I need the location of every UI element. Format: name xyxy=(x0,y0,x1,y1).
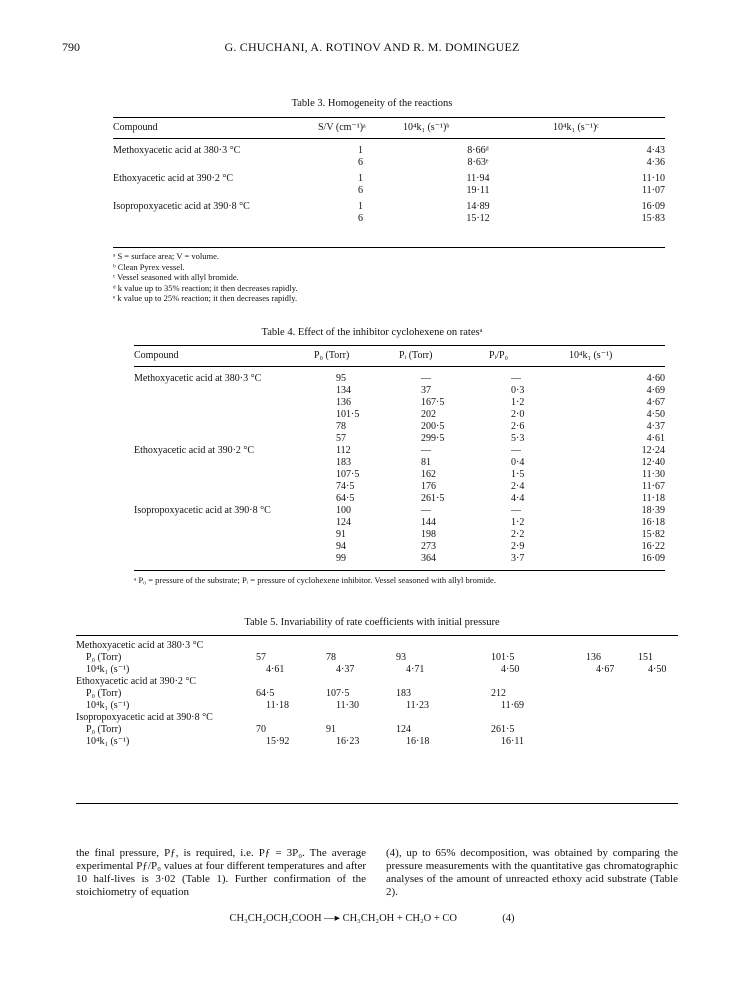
compound-cell xyxy=(134,481,314,493)
value-cell: 91 xyxy=(326,724,336,735)
pi-cell: 176 xyxy=(421,481,436,492)
p0-cell: 124 xyxy=(336,517,351,528)
compound-cell: Methoxyacetic acid at 380·3 °C xyxy=(76,640,204,651)
value-cell: 4·67 xyxy=(596,664,615,675)
table4-col-compound: Compound xyxy=(134,350,179,361)
ratio-cell: 3·7 xyxy=(511,553,525,564)
pi-cell: — xyxy=(421,505,431,516)
p0-cell: 101·5 xyxy=(336,409,360,420)
compound-cell: Ethoxyacetic acid at 390·2 °C xyxy=(134,445,255,456)
ratio-cell: 1·2 xyxy=(511,517,525,528)
compound-cell: Isopropoxyacetic acid at 390·8 °C xyxy=(134,505,271,516)
value-cell: 11·18 xyxy=(266,700,289,711)
page-number: 790 xyxy=(62,40,80,54)
value-cell: 4·50 xyxy=(648,664,667,675)
table3-col-sv: S/V (cm⁻¹)ᵃ xyxy=(318,122,366,133)
value-cell xyxy=(638,700,678,712)
pi-cell: 144 xyxy=(421,517,436,528)
kc-cell: 4·43 xyxy=(646,145,665,156)
table3-col-kb: 10⁴k₁ (s⁻¹)ᵇ xyxy=(403,122,450,133)
k-cell: 15·82 xyxy=(641,529,665,540)
compound-cell xyxy=(134,493,314,505)
kc-cell: 15·83 xyxy=(641,213,665,224)
compound-cell xyxy=(113,213,318,225)
pi-cell: 167·5 xyxy=(421,397,445,408)
k-cell: 4·37 xyxy=(646,421,665,432)
value-cell xyxy=(586,736,638,748)
p0-cell: 78 xyxy=(336,421,346,432)
table4-col-p0: P₀ (Torr) xyxy=(314,350,350,361)
p0-cell: 95 xyxy=(336,373,346,384)
pressure-row xyxy=(76,652,678,664)
running-header xyxy=(42,40,702,58)
compound-cell xyxy=(134,421,314,433)
body-left-column: the final pressure, Pƒ, is required, i.e. Pƒ = 3P₀. The average experimental Pƒ/P₀ values at four different temperatures and after 10 half-lives is 3·02 (Table 1). Further confirmation of the stoichiometry of equation xyxy=(76,847,366,898)
k-cell: 12·24 xyxy=(641,445,665,456)
table-row xyxy=(134,481,665,493)
table-row xyxy=(134,433,665,445)
table-row xyxy=(76,676,678,688)
value-cell: 4·71 xyxy=(406,664,425,675)
p0-cell: 136 xyxy=(336,397,351,408)
table4-col-k: 10⁴k₁ (s⁻¹) xyxy=(569,350,613,361)
k-cell: 16·22 xyxy=(641,541,665,552)
p0-cell: 99 xyxy=(336,553,346,564)
row-label: P₀ (Torr) xyxy=(86,688,122,699)
p0-cell: 100 xyxy=(336,505,351,516)
value-cell: 261·5 xyxy=(491,724,515,735)
value-cell xyxy=(638,736,678,748)
k-cell: 16·18 xyxy=(641,517,665,528)
row-label: P₀ (Torr) xyxy=(86,724,122,735)
value-cell xyxy=(586,688,638,700)
sv-cell: 1 xyxy=(358,173,363,184)
table4-footnote: ᵃ P₀ = pressure of the substrate; Pᵢ = pressure of cyclohexene inhibitor. Vessel seasoned with allyl bromide. xyxy=(134,575,496,585)
ratio-cell: — xyxy=(511,505,521,516)
table-row xyxy=(134,529,665,541)
table3-footnote: ᵈ k value up to 35% reaction; it then decreases rapidly. xyxy=(113,282,298,293)
value-cell: 4·61 xyxy=(266,664,285,675)
table5-top-rule xyxy=(76,635,678,636)
compound-cell xyxy=(134,457,314,469)
pi-cell: 261·5 xyxy=(421,493,445,504)
body-right-column: (4), up to 65% decomposition, was obtained by comparing the pressure measurements with the quantitative gas chromatographic analyses of the amount of unreacted ethoxy acid substrate (Table 2). xyxy=(386,847,678,898)
value-cell: 16·23 xyxy=(336,736,360,747)
pi-cell: 299·5 xyxy=(421,433,445,444)
kc-cell: 4·36 xyxy=(646,157,665,168)
kc-cell: 11·07 xyxy=(642,185,665,196)
value-cell: 4·50 xyxy=(501,664,520,675)
compound-cell xyxy=(134,397,314,409)
equation-text: CH₃CH₂OCH₂COOH —▸ CH₃CH₂OH + CH₂O + CO xyxy=(229,913,457,924)
p0-cell: 112 xyxy=(336,445,351,456)
kb-cell: 19·11 xyxy=(466,185,490,196)
table3-footnote: ᵃ S = surface area; V = volume. xyxy=(113,251,220,261)
compound-cell xyxy=(134,409,314,421)
table-row xyxy=(134,553,665,565)
pi-cell: — xyxy=(421,445,431,456)
table-row xyxy=(134,409,665,421)
sv-cell: 6 xyxy=(358,185,363,196)
pi-cell: 200·5 xyxy=(421,421,445,432)
compound-cell xyxy=(113,185,318,197)
table-row xyxy=(113,213,665,225)
pi-cell: 198 xyxy=(421,529,436,540)
value-cell xyxy=(586,724,638,736)
kb-cell: 8·63ᵉ xyxy=(467,157,489,168)
table3-footnote: ᵇ Clean Pyrex vessel. xyxy=(113,261,185,272)
ratio-cell: 5·3 xyxy=(511,433,525,444)
ratio-cell: — xyxy=(511,445,521,456)
row-label: 10⁴k₁ (s⁻¹) xyxy=(86,664,130,675)
table4 xyxy=(134,345,665,565)
row-label: 10⁴k₁ (s⁻¹) xyxy=(86,700,130,711)
table5-bottom-rule xyxy=(76,803,678,804)
table3-footnote: ᶜ Vessel seasoned with allyl bromide. xyxy=(113,272,239,282)
value-cell: 11·69 xyxy=(501,700,524,711)
table-row xyxy=(134,505,665,517)
value-cell: 151 xyxy=(638,652,653,663)
value-cell: 124 xyxy=(396,724,411,735)
ratio-cell: 4·4 xyxy=(511,493,525,504)
ratio-cell: 2·2 xyxy=(511,529,525,540)
value-cell: 57 xyxy=(256,652,266,663)
compound-cell xyxy=(134,541,314,553)
rate-row xyxy=(76,736,678,748)
table-row xyxy=(134,493,665,505)
pressure-row xyxy=(76,724,678,736)
table3-footnotes xyxy=(113,251,298,304)
compound-cell: Methoxyacetic acid at 380·3 °C xyxy=(113,145,241,156)
kc-cell: 16·09 xyxy=(641,201,665,212)
sv-cell: 1 xyxy=(358,145,363,156)
table-row xyxy=(113,157,665,169)
pi-cell: 81 xyxy=(421,457,431,468)
p0-cell: 74·5 xyxy=(336,481,355,492)
p0-cell: 57 xyxy=(336,433,346,444)
table-row xyxy=(134,397,665,409)
value-cell: 107·5 xyxy=(326,688,350,699)
value-cell: 183 xyxy=(396,688,411,699)
value-cell: 11·23 xyxy=(406,700,429,711)
pi-cell: 202 xyxy=(421,409,436,420)
compound-cell: Ethoxyacetic acid at 390·2 °C xyxy=(113,173,234,184)
table3-col-kc: 10⁴k₁ (s⁻¹)ᶜ xyxy=(553,122,599,133)
table-row xyxy=(134,457,665,469)
compound-cell: Methoxyacetic acid at 380·3 °C xyxy=(134,373,262,384)
pi-cell: — xyxy=(421,373,431,384)
table-row xyxy=(134,385,665,397)
sv-cell: 6 xyxy=(358,213,363,224)
value-cell: 64·5 xyxy=(256,688,275,699)
k-cell: 18·39 xyxy=(641,505,665,516)
pi-cell: 37 xyxy=(421,385,431,396)
table-row xyxy=(134,541,665,553)
sv-cell: 6 xyxy=(358,157,363,168)
p0-cell: 107·5 xyxy=(336,469,360,480)
pi-cell: 273 xyxy=(421,541,436,552)
k-cell: 4·61 xyxy=(646,433,665,444)
compound-cell xyxy=(134,517,314,529)
value-cell: 93 xyxy=(396,652,406,663)
pi-cell: 162 xyxy=(421,469,436,480)
ratio-cell: 2·0 xyxy=(511,409,525,420)
k-cell: 12·40 xyxy=(641,457,665,468)
k-cell: 4·67 xyxy=(646,397,665,408)
p0-cell: 134 xyxy=(336,385,351,396)
table4-bottom-rule xyxy=(134,570,665,571)
running-authors: G. CHUCHANI, A. ROTINOV AND R. M. DOMINGUEZ xyxy=(224,40,520,54)
ratio-cell: 0·3 xyxy=(511,385,525,396)
table-row xyxy=(134,421,665,433)
row-label: P₀ (Torr) xyxy=(86,652,122,663)
compound-cell xyxy=(134,385,314,397)
ratio-cell: 0·4 xyxy=(511,457,525,468)
value-cell xyxy=(638,724,678,736)
rate-row xyxy=(76,664,678,676)
kb-cell: 15·12 xyxy=(466,213,490,224)
table-row xyxy=(113,185,665,197)
k-cell: 11·18 xyxy=(642,493,665,504)
ratio-cell: 2·4 xyxy=(511,481,525,492)
k-cell: 11·67 xyxy=(642,481,665,492)
value-cell: 78 xyxy=(326,652,336,663)
table-row xyxy=(113,169,665,185)
value-cell xyxy=(586,700,638,712)
compound-cell xyxy=(134,553,314,565)
table3-bottom-rule xyxy=(113,247,665,248)
value-cell: 15·92 xyxy=(266,736,290,747)
pi-cell: 364 xyxy=(421,553,436,564)
value-cell: 101·5 xyxy=(491,652,515,663)
ratio-cell: 1·2 xyxy=(511,397,525,408)
ratio-cell: 2·6 xyxy=(511,421,525,432)
value-cell: 16·11 xyxy=(501,736,524,747)
value-cell: 136 xyxy=(586,652,601,663)
table-row xyxy=(134,367,665,386)
k-cell: 4·60 xyxy=(646,373,665,384)
table4-caption: Table 4. Effect of the inhibitor cyclohexene on ratesᵃ xyxy=(261,327,483,338)
table-row xyxy=(134,469,665,481)
value-cell: 11·30 xyxy=(336,700,359,711)
value-cell: 212 xyxy=(491,688,506,699)
pressure-row xyxy=(76,688,678,700)
compound-cell xyxy=(134,529,314,541)
table-row xyxy=(113,139,665,158)
table-row xyxy=(76,712,678,724)
p0-cell: 94 xyxy=(336,541,346,552)
p0-cell: 64·5 xyxy=(336,493,355,504)
k-cell: 11·30 xyxy=(642,469,665,480)
k-cell: 4·50 xyxy=(646,409,665,420)
k-cell: 16·09 xyxy=(641,553,665,564)
ratio-cell: — xyxy=(511,373,521,384)
table3-col-compound: Compound xyxy=(113,122,158,133)
table4-col-ratio: Pᵢ/P₀ xyxy=(489,350,509,361)
value-cell: 4·37 xyxy=(336,664,355,675)
table4-col-pi: Pᵢ (Torr) xyxy=(399,350,433,361)
compound-cell xyxy=(134,433,314,445)
value-cell: 70 xyxy=(256,724,266,735)
value-cell: 16·18 xyxy=(406,736,430,747)
table-row xyxy=(76,640,678,652)
table3-footnote: ᵉ k value up to 25% reaction; it then decreases rapidly. xyxy=(113,293,298,303)
compound-cell: Ethoxyacetic acid at 390·2 °C xyxy=(76,676,197,687)
compound-cell xyxy=(113,157,318,169)
compound-cell xyxy=(134,469,314,481)
kb-cell: 14·89 xyxy=(466,201,490,212)
value-cell xyxy=(638,688,678,700)
table5-caption: Table 5. Invariability of rate coefficients with initial pressure xyxy=(244,617,500,628)
sv-cell: 1 xyxy=(358,201,363,212)
p0-cell: 183 xyxy=(336,457,351,468)
kc-cell: 11·10 xyxy=(642,173,665,184)
equation-number: (4) xyxy=(502,913,515,924)
kb-cell: 8·66ᵈ xyxy=(467,145,489,156)
equation-4 xyxy=(0,912,744,924)
table5 xyxy=(76,640,678,748)
table-row xyxy=(134,445,665,457)
p0-cell: 91 xyxy=(336,529,346,540)
table-row xyxy=(134,517,665,529)
compound-cell: Isopropoxyacetic acid at 390·8 °C xyxy=(113,201,250,212)
ratio-cell: 2·9 xyxy=(511,541,525,552)
ratio-cell: 1·5 xyxy=(511,469,525,480)
rate-row xyxy=(76,700,678,712)
table3 xyxy=(113,117,665,225)
table-row xyxy=(113,197,665,213)
table3-caption: Table 3. Homogeneity of the reactions xyxy=(291,98,453,109)
compound-cell: Isopropoxyacetic acid at 390·8 °C xyxy=(76,712,213,723)
kb-cell: 11·94 xyxy=(466,173,490,184)
k-cell: 4·69 xyxy=(646,385,665,396)
row-label: 10⁴k₁ (s⁻¹) xyxy=(86,736,130,747)
